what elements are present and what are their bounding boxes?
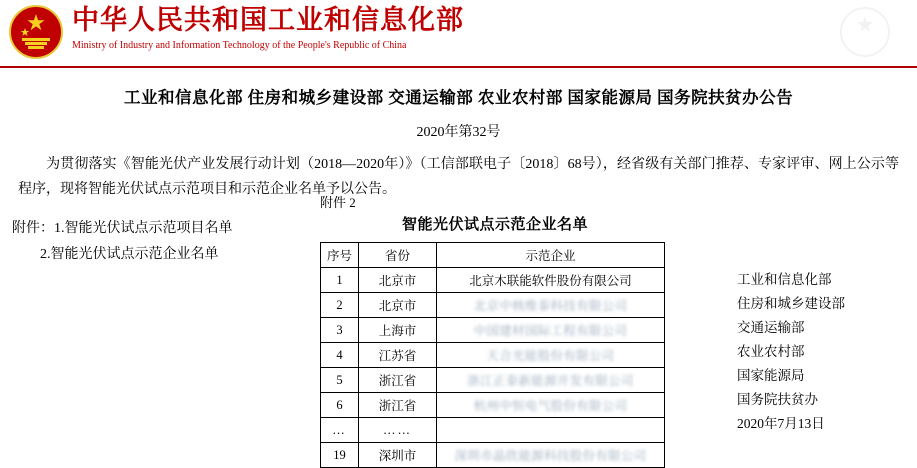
column-header-province: 省份 bbox=[359, 243, 437, 268]
signature-line-3: 交通运输部 bbox=[737, 320, 805, 335]
table-row bbox=[321, 318, 665, 343]
masthead-title-en: Ministry of Industry and Information Technology of the People's Republic of China bbox=[72, 40, 407, 51]
cell-no: 1 bbox=[321, 268, 359, 293]
cell-province: 深圳市 bbox=[359, 443, 437, 468]
table-row bbox=[321, 393, 665, 418]
document-body bbox=[0, 84, 917, 463]
attachment-list-label: 附件： bbox=[12, 221, 54, 236]
masthead-title-cn: 中华人民共和国工业和信息化部 bbox=[72, 5, 464, 35]
signature-block bbox=[737, 268, 897, 436]
cell-company: 中国建材国际工程有限公司 bbox=[437, 318, 665, 343]
cell-company: 深圳市晶欣能源科技股份有限公司 bbox=[437, 443, 665, 468]
cell-no: 19 bbox=[321, 443, 359, 468]
cell-province: 浙江省 bbox=[359, 368, 437, 393]
cell-company: 浙江正泰新能源开发有限公司 bbox=[437, 368, 665, 393]
cell-company: 杭州中恒电气股份有限公司 bbox=[437, 393, 665, 418]
signature-line-6: 国务院扶贫办 bbox=[737, 392, 818, 407]
table-header-row bbox=[321, 243, 665, 268]
table-row bbox=[321, 343, 665, 368]
table-row bbox=[321, 293, 665, 318]
cell-province: …… bbox=[359, 418, 437, 443]
signature-date: 2020年7月13日 bbox=[737, 416, 825, 431]
table-row bbox=[321, 443, 665, 468]
cell-company: 天合光能股份有限公司 bbox=[437, 343, 665, 368]
column-header-no: 序号 bbox=[321, 243, 359, 268]
table-row-ellipsis bbox=[321, 418, 665, 443]
signature-line-5: 国家能源局 bbox=[737, 368, 805, 383]
signature-line-2: 住房和城乡建设部 bbox=[737, 296, 845, 311]
table-row bbox=[321, 368, 665, 393]
cell-no: 2 bbox=[321, 293, 359, 318]
masthead-text-block bbox=[72, 3, 464, 53]
cell-no: 6 bbox=[321, 393, 359, 418]
table-row bbox=[321, 268, 665, 293]
cell-no: 5 bbox=[321, 368, 359, 393]
attachment-list-line-2 bbox=[12, 242, 302, 268]
page-title: 工业和信息化部 住房和城乡建设部 交通运输部 农业农村部 国家能源局 国务院扶贫办公告 bbox=[123, 88, 794, 107]
signature-line-4: 农业农村部 bbox=[737, 344, 805, 359]
attachment-list-line-1 bbox=[12, 216, 302, 242]
cell-company bbox=[437, 418, 665, 443]
attachment-2-block bbox=[320, 192, 670, 468]
cell-province: 上海市 bbox=[359, 318, 437, 343]
attachment-2-title: 智能光伏试点示范企业名单 bbox=[401, 217, 588, 233]
cell-province: 北京市 bbox=[359, 268, 437, 293]
cell-province: 江苏省 bbox=[359, 343, 437, 368]
cell-province: 北京市 bbox=[359, 293, 437, 318]
document-masthead bbox=[0, 0, 917, 68]
document-paragraph-text: 为贯彻落实《智能光伏产业发展行动计划（2018—2020年）》（工信部联电子〔2018〕68号），经省级有关部门推荐、专家评审、网上公示等程序，现将智能光伏试点示范项目和示范企业名单予以公告。 bbox=[18, 157, 899, 197]
attachment-list bbox=[12, 216, 302, 268]
cell-no: 3 bbox=[321, 318, 359, 343]
cell-province: 浙江省 bbox=[359, 393, 437, 418]
attachment-item-1: 1.智能光伏试点示范项目名单 bbox=[54, 221, 233, 236]
attachment-2-label: 附件 2 bbox=[320, 195, 356, 210]
column-header-company: 示范企业 bbox=[437, 243, 665, 268]
demonstration-enterprise-table bbox=[320, 242, 665, 468]
signature-line-1: 工业和信息化部 bbox=[737, 272, 832, 287]
cell-company: 北京木联能软件股份有限公司 bbox=[437, 268, 665, 293]
attachment-item-2: 2.智能光伏试点示范企业名单 bbox=[40, 247, 219, 262]
cell-company: 北京中核维泰科技有限公司 bbox=[437, 293, 665, 318]
document-lower-region bbox=[10, 195, 907, 463]
national-emblem-icon bbox=[8, 4, 64, 60]
watermark-emblem-icon bbox=[839, 6, 891, 58]
document-number: 2020年第32号 bbox=[416, 125, 501, 140]
cell-no: … bbox=[321, 418, 359, 443]
cell-no: 4 bbox=[321, 343, 359, 368]
